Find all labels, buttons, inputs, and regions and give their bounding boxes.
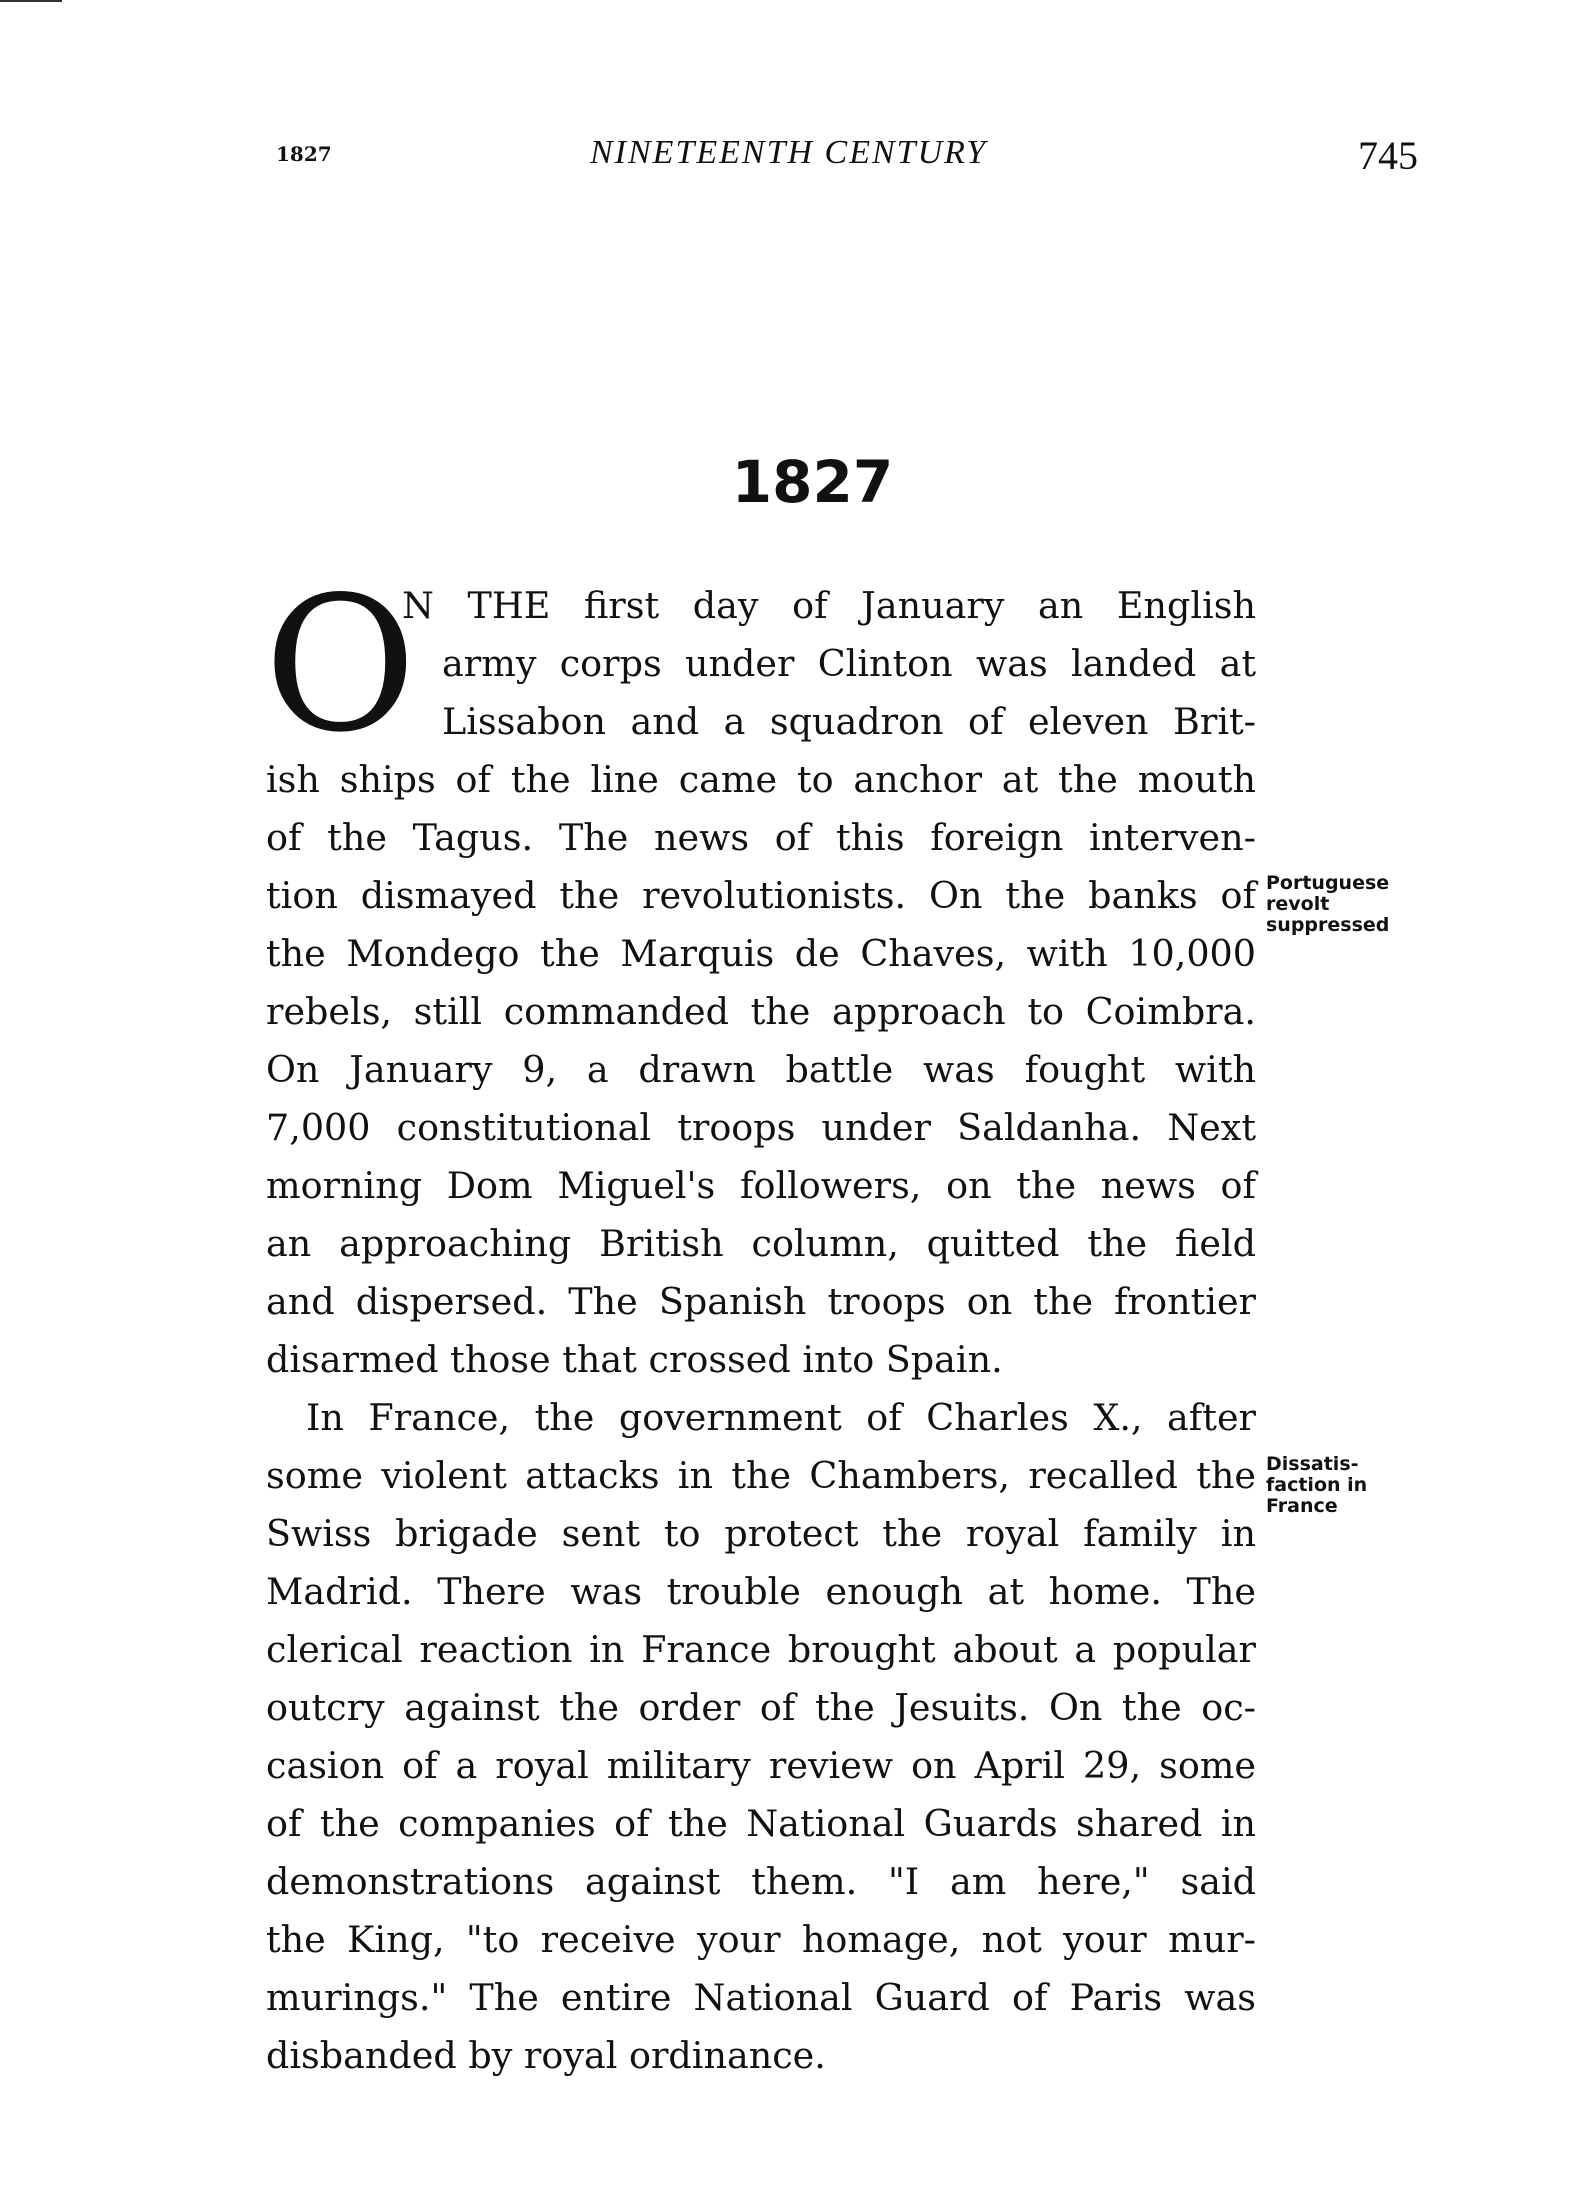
text-line: the Mondego the Marquis de Chaves, with 10,000 xyxy=(266,932,1256,975)
text-line: clerical reaction in France brought about a popular xyxy=(266,1628,1256,1671)
corner-rule xyxy=(0,0,62,2)
running-head-title: NINETEENTH CENTURY xyxy=(590,134,988,171)
text-line: of the Tagus. The news of this foreign interven- xyxy=(266,816,1256,859)
side-note-line: faction in xyxy=(1266,1474,1368,1496)
text-line: On January 9, a drawn battle was fought with xyxy=(266,1048,1256,1091)
text-line: outcry against the order of the Jesuits. On the oc- xyxy=(266,1686,1256,1729)
side-note-dissatisfaction-france xyxy=(1266,1454,1367,1517)
text-line: N THE first day of January an English xyxy=(402,584,1256,627)
drop-cap: O xyxy=(264,556,417,773)
side-note-line: suppressed xyxy=(1266,914,1390,936)
text-line: morning Dom Miguel's followers, on the news of xyxy=(266,1164,1256,1207)
chapter-heading: 1827 xyxy=(731,448,894,516)
side-note-line: Portuguese xyxy=(1266,872,1390,894)
running-head-year: 1827 xyxy=(276,142,332,166)
paragraph-2 xyxy=(266,1389,1256,2085)
running-head xyxy=(264,132,1434,182)
text-line: tion dismayed the revolutionists. On the banks of xyxy=(266,874,1256,917)
text-line: demonstrations against them. "I am here," said xyxy=(266,1860,1256,1903)
text-line: the King, "to receive your homage, not your mur- xyxy=(266,1918,1256,1961)
side-note-portuguese-revolt xyxy=(1266,873,1389,936)
page-number: 745 xyxy=(1358,133,1418,178)
text-line: disarmed those that crossed into Spain. xyxy=(266,1338,1003,1381)
text-line: murings." The entire National Guard of Paris was xyxy=(266,1976,1256,2019)
text-line: of the companies of the National Guards shared in xyxy=(266,1802,1256,1845)
text-line: casion of a royal military review on April 29, some xyxy=(266,1744,1256,1787)
body-text xyxy=(266,577,1256,2085)
text-line: army corps under Clinton was landed at xyxy=(442,642,1256,685)
text-line: ish ships of the line came to anchor at the mouth xyxy=(266,758,1256,801)
text-line: Swiss brigade sent to protect the royal family in xyxy=(266,1512,1256,1555)
text-line: an approaching British column, quitted the field xyxy=(266,1222,1256,1265)
text-line: and dispersed. The Spanish troops on the frontier xyxy=(266,1280,1256,1323)
side-note-line: revolt xyxy=(1266,893,1330,915)
side-note-line: France xyxy=(1266,1495,1338,1517)
text-line: rebels, still commanded the approach to Coimbra. xyxy=(266,990,1256,1033)
text-line: some violent attacks in the Chambers, recalled the xyxy=(266,1454,1256,1497)
text-line: disbanded by royal ordinance. xyxy=(266,2034,826,2077)
text-line: In France, the government of Charles X., after xyxy=(306,1396,1256,1439)
paragraph-1 xyxy=(266,577,1256,1389)
text-line: Madrid. There was trouble enough at home. The xyxy=(266,1570,1256,1613)
text-line: 7,000 constitutional troops under Saldanha. Next xyxy=(266,1106,1256,1149)
text-line: Lissabon and a squadron of eleven Brit- xyxy=(442,700,1256,743)
side-note-line: Dissatis- xyxy=(1266,1453,1359,1475)
